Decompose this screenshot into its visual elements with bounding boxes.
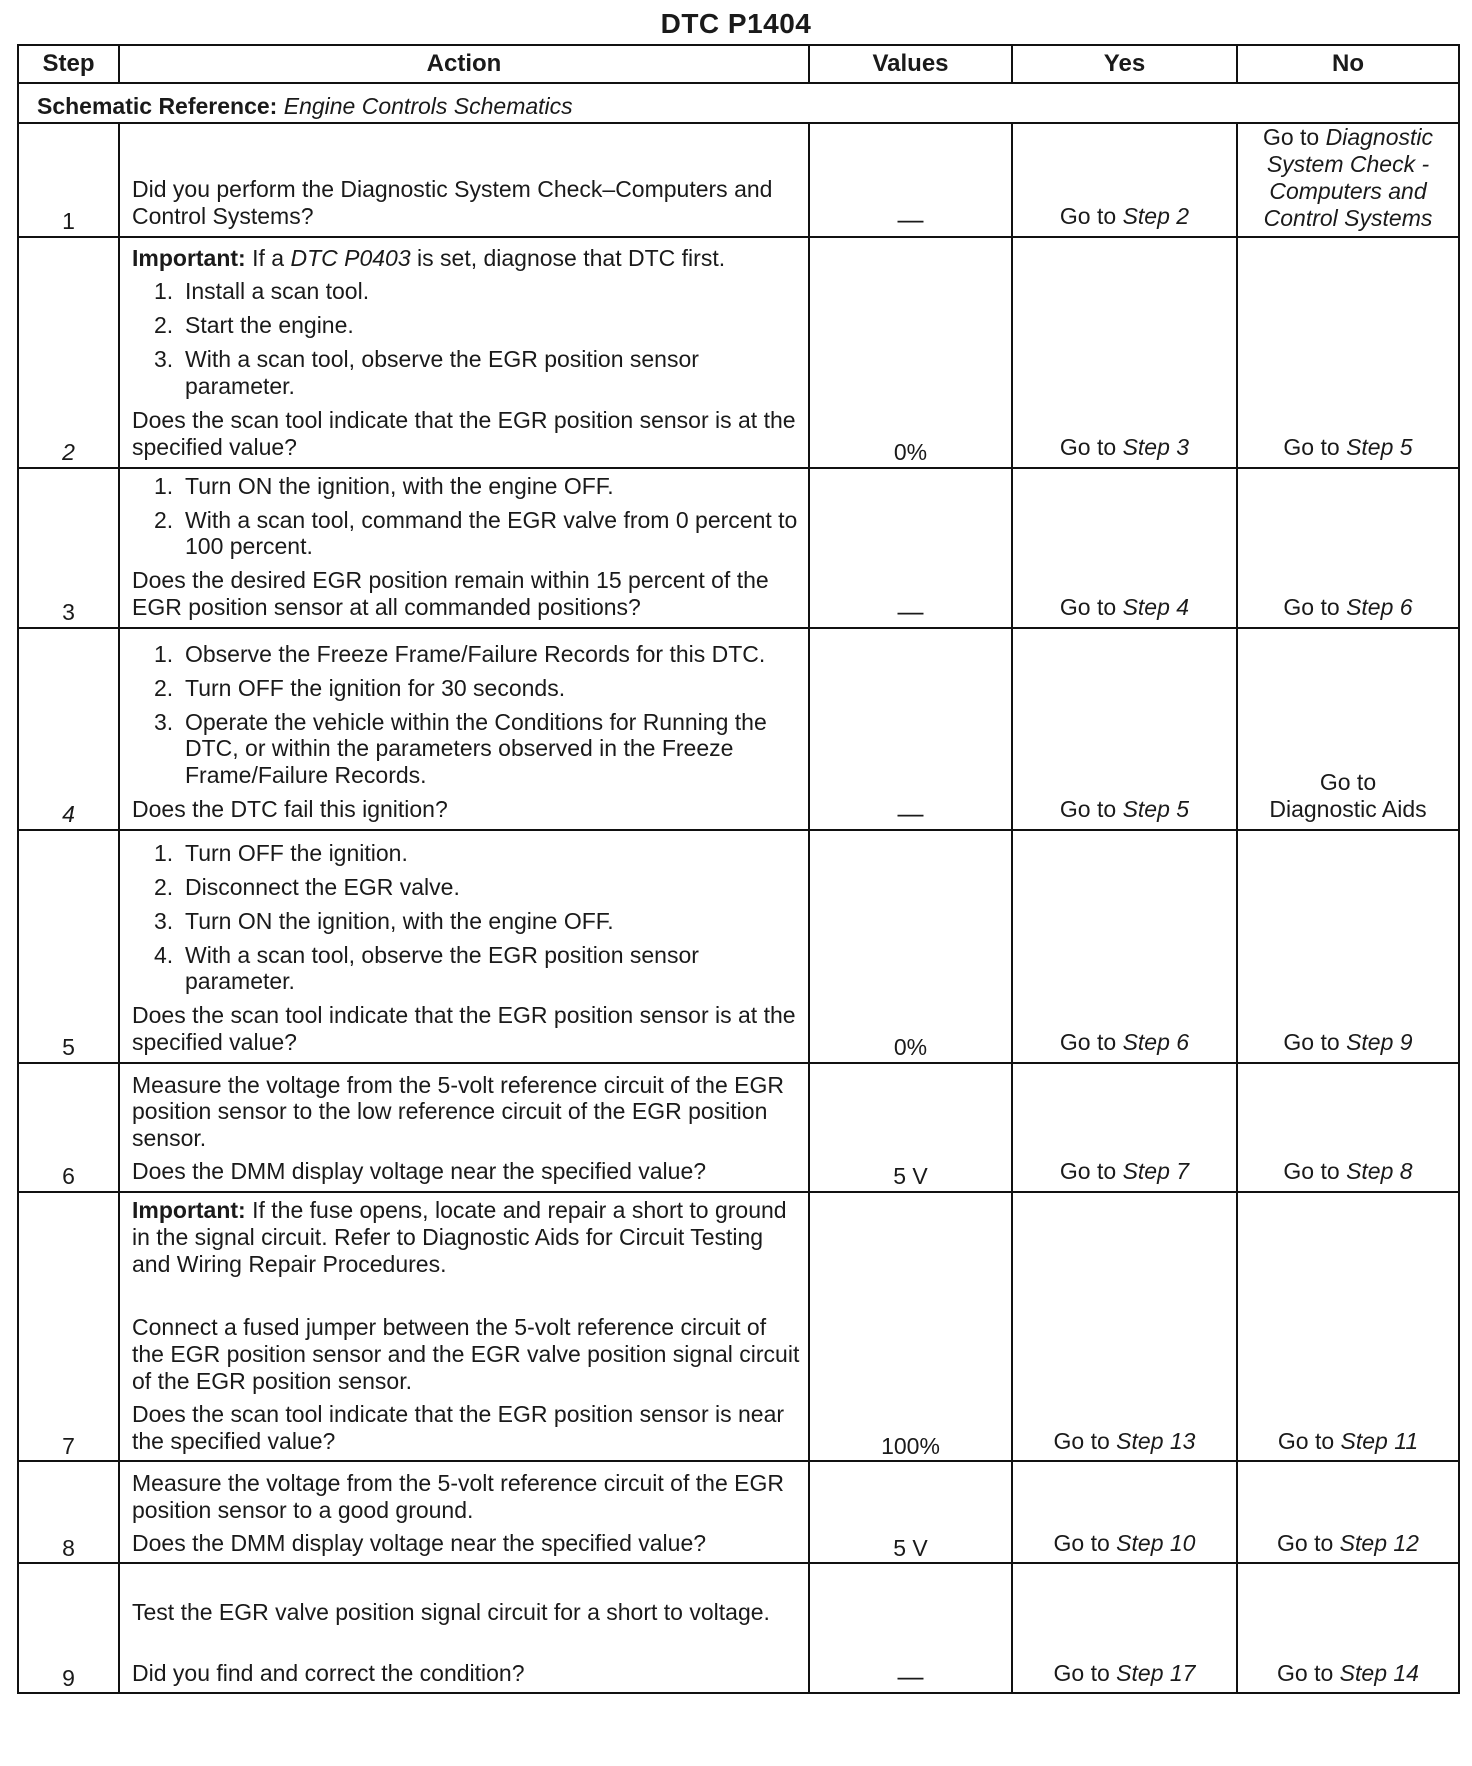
action-cell [119,1563,809,1693]
goto-text: Go to [1059,433,1117,460]
list-item-text: Observe the Freeze Frame/Failure Records for this DTC. [185,640,766,667]
list-item: 1. Observe the Freeze Frame/Failure Records for this DTC. [154,640,766,667]
no-step-link: Diagnostic System Check - Computers and Control Systems [1263,124,1434,231]
important-note [132,1197,800,1278]
yes-cell [1012,830,1237,1063]
list-item: 2. Turn OFF the ignition for 30 seconds. [154,674,566,701]
important-label: Important: [132,1197,246,1224]
list-item-text: With a scan tool, observe the EGR position sensor parameter. [185,941,699,995]
question-text: Did you find and correct the condition? [132,1659,525,1686]
no-link-text: Diagnostic Aids [1269,796,1427,823]
no-step-link: Step 9 [1346,1029,1413,1056]
goto-text: Go to [1262,124,1320,150]
action-cell [119,468,809,629]
value-cell: 100% [809,1192,1012,1461]
action-cell [119,1063,809,1192]
action-cell [119,1461,809,1563]
list-item-text: Start the engine. [185,312,354,339]
list-item-text: With a scan tool, command the EGR valve from 0 percent to 100 percent. [185,506,798,560]
list-item: 2. Disconnect the EGR valve. [154,873,460,900]
no-step-link: Step 11 [1340,1427,1419,1454]
step-row-7 [18,1192,1459,1461]
question-text: Does the DMM display voltage near the specified value? [132,1158,707,1185]
action-text: Measure the voltage from the 5-volt reference circuit of the EGR position sensor to a good ground. [132,1469,784,1523]
step-number: 8 [18,1461,119,1563]
no-cell [1237,628,1459,830]
value-cell: — [809,1563,1012,1693]
step-number: 4 [18,628,119,830]
yes-step-link: Step 13 [1116,1427,1196,1454]
header-row [18,45,1459,83]
list-item-text: Turn OFF the ignition for 30 seconds. [185,674,566,701]
step-number: 3 [18,468,119,629]
value-cell: 0% [809,830,1012,1063]
step-number: 1 [18,123,119,237]
goto-text: Go to [1277,1529,1334,1556]
question-text: Does the scan tool indicate that the EGR position sensor is near the specified value? [132,1400,785,1454]
yes-cell [1012,123,1237,237]
step-row-5 [18,830,1459,1063]
no-cell [1237,1563,1459,1693]
step-number: 7 [18,1192,119,1461]
step-number: 9 [18,1563,119,1693]
action-cell [119,237,809,468]
important-note [132,245,800,272]
step-row-9 [18,1563,1459,1693]
no-cell [1237,237,1459,468]
goto-text: Go to [1283,1158,1340,1185]
list-item: 3. With a scan tool, observe the EGR position sensor parameter. [154,346,699,399]
value-cell: — [809,123,1012,237]
no-cell [1237,468,1459,629]
step-row-4 [18,628,1459,830]
question-text: Does the DTC fail this ignition? [132,796,448,823]
goto-text: Go to [1059,202,1117,229]
goto-text: Go to [1283,594,1340,621]
dtc-reference: DTC P0403 [290,245,411,272]
list-item-text: Disconnect the EGR valve. [185,873,460,900]
action-text: Measure the voltage from the 5-volt reference circuit of the EGR position sensor to the low reference circuit of the EGR position sensor. [132,1071,784,1152]
yes-step-link: Step 3 [1122,433,1190,460]
procedure-list [132,840,800,996]
question-text: Does the scan tool indicate that the EGR position sensor is at the specified value? [132,1002,796,1056]
goto-text: Go to [1277,1659,1334,1686]
list-item-text: Turn ON the ignition, with the engine OFF. [185,907,614,934]
step-row-1 [18,123,1459,237]
no-cell [1237,1192,1459,1461]
value-cell: 5 V [809,1063,1012,1192]
list-item-text: Turn ON the ignition, with the engine OFF. [185,472,614,499]
no-cell [1237,830,1459,1063]
yes-step-link: Step 10 [1116,1529,1196,1556]
list-item: 3. Operate the vehicle within the Conditions for Running the DTC, or within the parameters observed in the Freeze Frame/Failure Records. [154,708,767,789]
yes-step-link: Step 6 [1122,1029,1190,1056]
schematic-reference [18,83,1459,123]
yes-step-link: Step 2 [1122,202,1190,229]
no-step-link: Step 14 [1339,1659,1419,1686]
goto-text: Go to [1059,1158,1117,1185]
list-item: 1. Turn OFF the ignition. [154,839,408,866]
list-item-text: Install a scan tool. [185,278,370,305]
value-cell: — [809,628,1012,830]
goto-text: Go to [1283,1029,1340,1056]
action-cell [119,1192,809,1461]
step-number: 2 [18,237,119,468]
list-item: 2. With a scan tool, command the EGR valve from 0 percent to 100 percent. [154,506,798,560]
action-cell [119,628,809,830]
yes-cell [1012,237,1237,468]
question-text: Does the DMM display voltage near the specified value? [132,1529,707,1556]
yes-step-link: Step 4 [1122,594,1190,621]
goto-text: Go to [1283,433,1340,460]
no-cell [1237,1461,1459,1563]
important-text: is set, diagnose that DTC first. [417,245,726,272]
step-number: 6 [18,1063,119,1192]
list-item-text: Operate the vehicle within the Conditions for Running the DTC, or within the parameters observed in the Freeze Frame/Failure Records. [185,708,767,789]
goto-text: Go to [1053,1427,1110,1454]
step-row-3 [18,468,1459,629]
no-cell [1237,123,1459,237]
header-no: No [1237,45,1459,83]
header-values: Values [809,45,1012,83]
step-number: 5 [18,830,119,1063]
procedure-list [132,473,800,561]
list-item-text: With a scan tool, observe the EGR position sensor parameter. [185,346,699,399]
header-action: Action [119,45,809,83]
header-step: Step [18,45,119,83]
goto-text: Go to [1319,769,1377,796]
list-item: 1. Turn ON the ignition, with the engine OFF. [154,472,614,499]
goto-text: Go to [1059,796,1117,823]
action-cell [119,123,809,237]
yes-step-link: Step 5 [1122,796,1190,823]
goto-text: Go to [1059,594,1117,621]
schematic-reference-row [18,83,1459,123]
list-item-text: Turn OFF the ignition. [185,839,408,866]
header-yes: Yes [1012,45,1237,83]
step-row-6 [18,1063,1459,1192]
yes-cell [1012,628,1237,830]
action-text: Did you perform the Diagnostic System Check–Computers and Control Systems? [132,175,773,229]
yes-step-link: Step 7 [1122,1158,1190,1185]
diagnostic-table [17,44,1460,1694]
procedure-list [132,278,800,400]
schematic-reference-value: Engine Controls Schematics [283,93,573,120]
list-item: 2. Start the engine. [154,312,354,339]
list-item: 4. With a scan tool, observe the EGR position sensor parameter. [154,941,699,995]
yes-cell [1012,1461,1237,1563]
question-text: Does the scan tool indicate that the EGR position sensor is at the specified value? [132,406,796,460]
yes-cell [1012,1063,1237,1192]
goto-text: Go to [1053,1659,1110,1686]
no-step-link: Step 12 [1339,1529,1419,1556]
yes-cell [1012,468,1237,629]
step-row-2 [18,237,1459,468]
value-cell: — [809,468,1012,629]
value-cell: 0% [809,237,1012,468]
goto-text: Go to [1053,1529,1110,1556]
schematic-reference-label: Schematic Reference: [37,93,278,120]
list-item: 1. Install a scan tool. [154,278,370,305]
important-label: Important: [132,245,246,272]
document-title: DTC P1404 [660,8,812,39]
no-step-link: Step 6 [1346,594,1413,621]
procedure-list [132,641,800,790]
question-text: Does the desired EGR position remain within 15 percent of the EGR position sensor at all commanded positions? [132,567,769,621]
important-text: If the fuse opens, locate and repair a short to ground in the signal circuit. Refer to Diagnostic Aids for Circuit Testing and Wiring Repair Procedures. [132,1197,787,1277]
action-text: Connect a fused jumper between the 5-volt reference circuit of the EGR position sensor and the EGR valve position signal circuit of the EGR position sensor. [132,1313,800,1394]
step-row-8 [18,1461,1459,1563]
no-step-link: Step 8 [1346,1158,1413,1185]
list-item: 3. Turn ON the ignition, with the engine OFF. [154,907,614,934]
goto-text: Go to [1277,1427,1335,1454]
yes-step-link: Step 17 [1116,1659,1196,1686]
no-step-link: Step 5 [1346,433,1413,460]
yes-cell [1012,1563,1237,1693]
action-cell [119,830,809,1063]
yes-cell [1012,1192,1237,1461]
no-cell [1237,1063,1459,1192]
action-text: Test the EGR valve position signal circuit for a short to voltage. [132,1598,770,1625]
value-cell: 5 V [809,1461,1012,1563]
goto-text: Go to [1059,1029,1117,1056]
important-text: If a [252,245,285,272]
